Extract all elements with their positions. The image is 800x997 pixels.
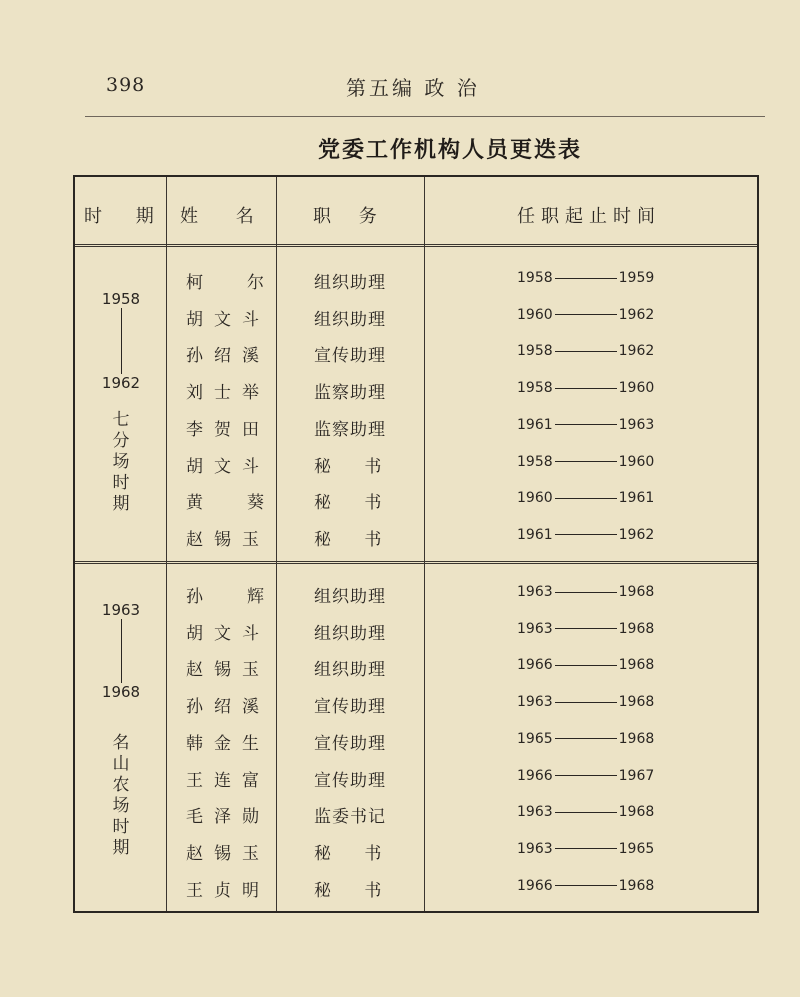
tenure-start: 1960 <box>517 306 553 323</box>
position-title: 组织助理 <box>314 309 386 330</box>
tenure-end: 1962 <box>618 526 655 543</box>
tenure-range <box>517 490 667 506</box>
tenure-range <box>517 454 667 470</box>
position-title: 监察助理 <box>314 383 386 404</box>
tenure-dash <box>555 592 617 593</box>
tenure-end: 1962 <box>618 306 655 323</box>
tenure-start: 1963 <box>517 584 553 600</box>
tenure-dash <box>555 278 617 279</box>
position-title: 秘 书 <box>314 456 396 477</box>
person-name: 胡文斗 <box>186 623 270 644</box>
period-group-1 <box>91 290 151 515</box>
person-name: 李贺田 <box>186 419 270 440</box>
tenure-start: 1958 <box>517 270 553 286</box>
tenure-end: 1963 <box>618 416 655 433</box>
person-name: 胡文斗 <box>186 456 270 477</box>
tenure-range <box>517 731 667 747</box>
tenure-start: 1960 <box>517 490 553 507</box>
position-title: 组织助理 <box>314 623 386 644</box>
person-name: 王连富 <box>186 770 270 791</box>
tenure-start: 1966 <box>517 657 553 674</box>
tenure-dash <box>555 388 617 389</box>
period-bracket <box>121 619 122 683</box>
tenure-end: 1968 <box>618 804 655 821</box>
tenure-start: 1958 <box>517 343 553 360</box>
tenure-start: 1966 <box>517 877 553 894</box>
tenure-range <box>517 584 667 600</box>
tenure-start: 1963 <box>517 620 553 637</box>
period-end-year: 1962 <box>101 374 141 392</box>
person-name: 柯尔 <box>186 273 308 293</box>
tenure-end: 1959 <box>618 270 655 286</box>
header-rule <box>85 116 765 117</box>
tenure-range <box>517 841 667 857</box>
column-divider <box>424 177 425 911</box>
tenure-range <box>517 380 667 396</box>
tenure-dash <box>555 498 617 499</box>
period-start-year: 1963 <box>101 601 141 619</box>
position-title: 秘 书 <box>314 529 396 550</box>
position-title: 秘 书 <box>314 493 396 514</box>
tenure-dash <box>555 534 617 535</box>
person-name: 孙绍溪 <box>186 697 270 718</box>
position-title: 宣传助理 <box>314 697 386 718</box>
person-name: 赵锡玉 <box>186 529 270 550</box>
tenure-start: 1958 <box>517 453 553 470</box>
person-name: 韩金生 <box>186 733 270 754</box>
tenure-range <box>517 343 667 359</box>
tenure-start: 1958 <box>517 380 553 397</box>
header-divider <box>75 244 757 247</box>
header-tenure: 任职起止时间 <box>517 206 661 227</box>
tenure-end: 1967 <box>618 767 655 784</box>
period-start-year: 1958 <box>101 290 141 308</box>
period-label: 名山农场时期 <box>112 733 130 858</box>
tenure-start: 1961 <box>517 416 553 433</box>
position-title: 监委书记 <box>314 807 386 828</box>
position-title: 宣传助理 <box>314 346 386 367</box>
tenure-start: 1961 <box>517 526 553 543</box>
tenure-start: 1963 <box>517 840 553 857</box>
tenure-end: 1968 <box>618 620 655 637</box>
position-title: 秘 书 <box>314 880 396 901</box>
position-title: 组织助理 <box>314 273 386 293</box>
tenure-range <box>517 417 667 433</box>
person-name: 孙绍溪 <box>186 346 270 367</box>
tenure-end: 1968 <box>618 730 655 747</box>
person-name: 刘士举 <box>186 383 270 404</box>
tenure-end: 1968 <box>618 584 655 600</box>
person-name: 赵锡玉 <box>186 660 270 681</box>
tenure-start: 1965 <box>517 730 553 747</box>
position-title: 宣传助理 <box>314 733 386 754</box>
tenure-range <box>517 878 667 894</box>
tenure-range <box>517 307 667 323</box>
tenure-range <box>517 768 667 784</box>
tenure-dash <box>555 665 617 666</box>
tenure-start: 1966 <box>517 767 553 784</box>
person-name: 胡文斗 <box>186 309 270 330</box>
header-period: 时 期 <box>84 206 168 227</box>
tenure-end: 1968 <box>618 694 655 711</box>
tenure-end: 1961 <box>618 490 655 507</box>
position-title: 宣传助理 <box>314 770 386 791</box>
tenure-dash <box>555 702 617 703</box>
person-name: 赵锡玉 <box>186 843 270 864</box>
position-title: 组织助理 <box>314 660 386 681</box>
tenure-start: 1963 <box>517 804 553 821</box>
column-divider <box>166 177 167 911</box>
tenure-end: 1960 <box>618 453 655 470</box>
tenure-range <box>517 694 667 710</box>
running-head: 第五编 政 治 <box>346 76 480 100</box>
header-title: 职 务 <box>313 206 388 227</box>
group-divider <box>75 561 757 564</box>
person-name: 毛泽勋 <box>186 807 270 828</box>
period-group-2 <box>91 601 151 859</box>
period-bracket <box>121 308 122 374</box>
tenure-dash <box>555 424 617 425</box>
tenure-end: 1962 <box>618 343 655 360</box>
header-name: 姓 名 <box>180 206 270 227</box>
tenure-dash <box>555 351 617 352</box>
tenure-end: 1960 <box>618 380 655 397</box>
position-title: 监察助理 <box>314 419 386 440</box>
tenure-range <box>517 804 667 820</box>
table-title: 党委工作机构人员更迭表 <box>318 138 583 163</box>
tenure-range <box>517 621 667 637</box>
position-title: 秘 书 <box>314 843 396 864</box>
period-end-year: 1968 <box>101 683 141 701</box>
position-title: 组织助理 <box>314 587 386 607</box>
tenure-range <box>517 657 667 673</box>
tenure-end: 1968 <box>618 877 655 894</box>
tenure-dash <box>555 314 617 315</box>
tenure-start: 1963 <box>517 694 553 711</box>
tenure-dash <box>555 738 617 739</box>
tenure-dash <box>555 848 617 849</box>
page-number: 398 <box>106 74 146 96</box>
tenure-dash <box>555 628 617 629</box>
tenure-dash <box>555 461 617 462</box>
tenure-end: 1965 <box>618 840 655 857</box>
tenure-range <box>517 270 667 286</box>
tenure-end: 1968 <box>618 657 655 674</box>
tenure-dash <box>555 812 617 813</box>
tenure-range <box>517 527 667 543</box>
person-name: 孙辉 <box>186 587 308 607</box>
tenure-dash <box>555 885 617 886</box>
person-name: 王贞明 <box>186 880 270 901</box>
tenure-dash <box>555 775 617 776</box>
period-label: 七分场时期 <box>112 410 130 514</box>
person-name: 黄葵 <box>186 493 308 514</box>
